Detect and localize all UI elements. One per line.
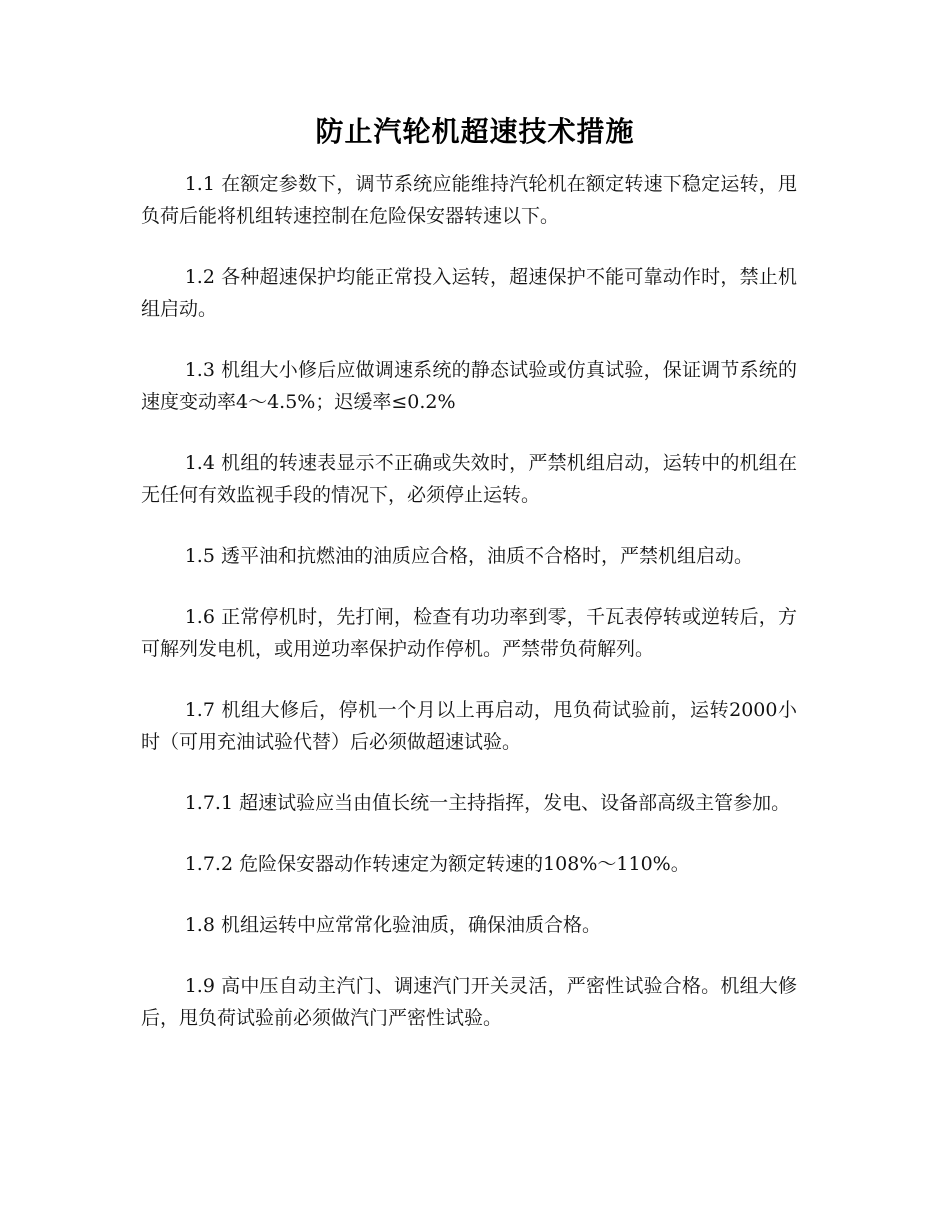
paragraph-1-5: 1.5 透平油和抗燃油的油质应合格，油质不合格时，严禁机组启动。 xyxy=(184,545,753,567)
paragraph-1-8: 1.8 机组运转中应常常化验油质，确保油质合格。 xyxy=(184,914,601,936)
paragraph-1-7: 1.7 机组大修后，停机一个月以上再启动，甩负荷试验前，运转2000小时（可用充油试验代替）后必须做超速试验。 xyxy=(141,699,797,753)
paragraph-1-6: 1.6 正常停机时，先打闸，检查有功功率到零，千瓦表停转或逆转后，方可解列发电机，或用逆功率保护动作停机。严禁带负荷解列。 xyxy=(141,606,797,660)
document-title: 防止汽轮机超速技术措施 xyxy=(315,115,635,148)
paragraph-1-1: 1.1 在额定参数下，调节系统应能维持汽轮机在额定转速下稳定运转，甩负荷后能将机组转速控制在危险保安器转速以下。 xyxy=(141,173,797,227)
paragraph-1-2: 1.2 各种超速保护均能正常投入运转，超速保护不能可靠动作时，禁止机组启动。 xyxy=(141,266,797,320)
document-body xyxy=(141,168,797,1063)
paragraph-1-4: 1.4 机组的转速表显示不正确或失效时，严禁机组启动，运转中的机组在无任何有效监视手段的情况下，必须停止运转。 xyxy=(141,452,797,506)
paragraph-1-3: 1.3 机组大小修后应做调速系统的静态试验或仿真试验，保证调节系统的速度变动率4～4.5%；迟缓率≤0.2% xyxy=(141,359,797,413)
paragraph-1-7-2: 1.7.2 危险保安器动作转速定为额定转速的108%～110%。 xyxy=(184,853,690,875)
paragraph-1-9: 1.9 高中压自动主汽门、调速汽门开关灵活，严密性试验合格。机组大修后，甩负荷试验前必须做汽门严密性试验。 xyxy=(141,975,797,1029)
paragraph-1-7-1: 1.7.1 超速试验应当由值长统一主持指挥，发电、设备部高级主管参加。 xyxy=(184,792,791,814)
